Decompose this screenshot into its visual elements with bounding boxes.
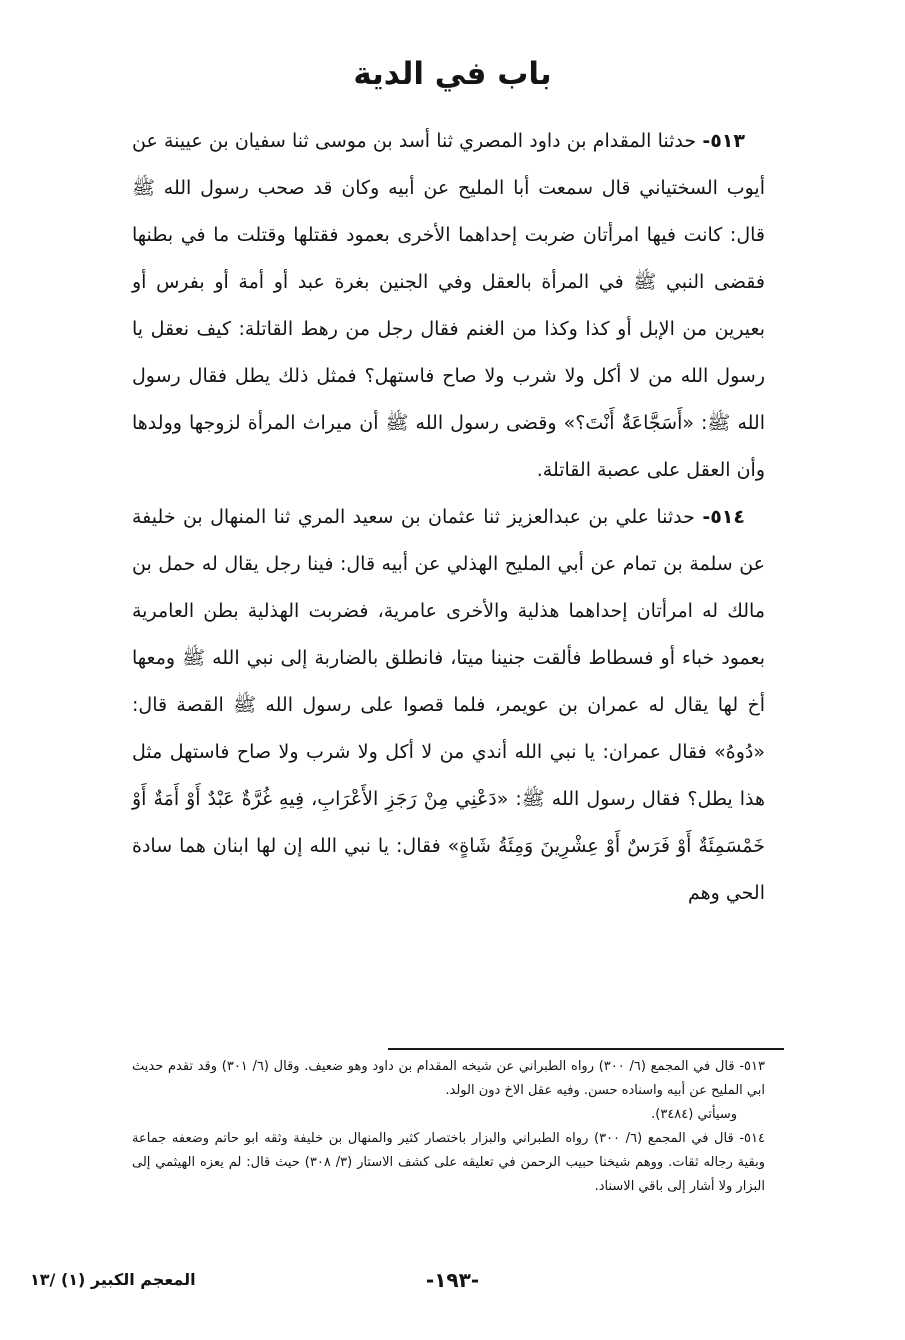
hadith-number: ٥١٤- <box>702 506 745 528</box>
hadith-513 <box>132 118 765 494</box>
footnotes <box>132 1055 765 1199</box>
footnote-divider <box>388 1048 784 1050</box>
section-title: باب في الدية <box>353 56 552 92</box>
footnote-number: ٥١٤- <box>739 1131 765 1146</box>
main-text <box>132 118 765 917</box>
footnote-number: ٥١٣- <box>739 1059 765 1074</box>
footnote-text: قال في المجمع (٦/ ٣٠٠) رواه الطبراني والبزار باختصار كثير والمنهال بن خليفة وثقه ابو حاتم وضعفه جماعة وبقية رجاله ثقات. ووهم شيخنا حبيب الرحمن في تعليقه على كشف الاستار (٣/ ٣٠٨) حيث قال: لم يعزه الهيثمي إلى البزار ولا أشار إلى باقي الاسناد. <box>132 1131 766 1194</box>
page-number: -١٩٣- <box>425 1268 480 1292</box>
book-reference: المعجم الكبير (١) /١٣ <box>30 1270 196 1289</box>
footnote-text: قال في المجمع (٦/ ٣٠٠) رواه الطبراني عن شيخه المقدام بن داود وهو ضعيف. وقال (٦/ ٣٠١) وقد تقدم حديث ابي المليح عن أبيه واسناده حسن. وفيه عقل الاخ دون الولد. <box>132 1059 765 1098</box>
hadith-number: ٥١٣- <box>702 130 745 152</box>
footnote-513-continuation: وسيأتي (٣٤٨٤). <box>651 1107 737 1122</box>
hadith-text: حدثنا المقدام بن داود المصري ثنا أسد بن موسى ثنا سفيان بن عيينة عن أيوب السختياني قال سمعت أبا المليح عن أبيه وكان قد صحب رسول الله ﷺ قال: كانت فيها امرأتان ضربت إحداهما الأخرى بعمود فقتلها وقتلت ما في بطنها فقضى النبي ﷺ في المرأة بالعقل وفي الجنين بغرة عبد أو أمة أو بفرس أو بعيرين من الإبل أو كذا وكذا من الغنم فقال رجل من رهط القاتلة: كيف نعقل يا رسول الله من لا أكل ولا شرب ولا صاح فاستهل؟ فمثل ذلك يطل فقال رسول الله ﷺ: «أَسَجَّاعَةٌ أَنْتَ؟» وقضى رسول الله ﷺ أن ميراث المرأة لزوجها وولدها وأن العقل على عصبة القاتلة. <box>132 130 765 481</box>
footnote-514 <box>132 1127 765 1199</box>
hadith-text: حدثنا علي بن عبدالعزيز ثنا عثمان بن سعيد المري ثنا المنهال بن خليفة عن سلمة بن تمام عن أبي المليح الهذلي عن أبيه قال: فينا رجل يقال له حمل بن مالك له امرأتان إحداهما هذلية والأخرى عامرية، فضربت الهذلية بطن العامرية بعمود خباء أو فسطاط فألقت جنينا ميتا، فانطلق بالضاربة إلى نبي الله ﷺ ومعها أخ لها يقال له عمران بن عويمر، فلما قصوا على رسول الله ﷺ القصة قال: «دُوهُ» فقال عمران: يا نبي الله أندي من لا أكل ولا شرب ولا صاح فاستهل مثل هذا يطل؟ فقال رسول الله ﷺ: «دَعْنِي مِنْ رَجَزِ الأَعْرَابِ، فِيهِ غُرَّةٌ عَبْدٌ أَوْ أَمَةٌ أَوْ خَمْسَمِئَةٌ أَوْ فَرَسٌ أَوْ عِشْرِينَ وَمِئَةُ شَاةٍ» فقال: يا نبي الله إن لها ابنان هما سادة الحي وهم <box>132 506 765 904</box>
hadith-514 <box>132 494 765 917</box>
footnote-513 <box>132 1055 765 1103</box>
page-footer <box>0 1268 905 1298</box>
